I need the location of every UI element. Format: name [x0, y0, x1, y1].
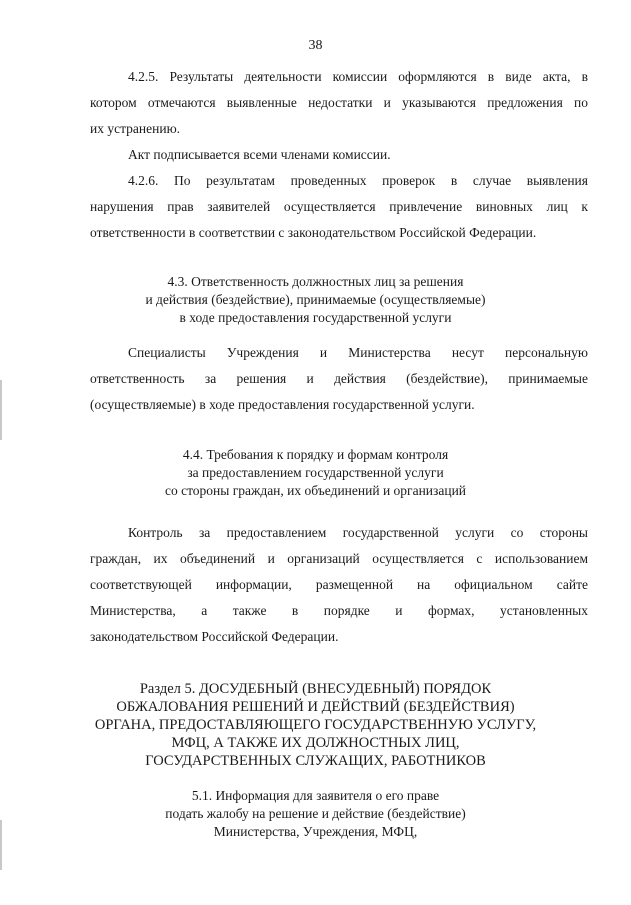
- text-line: соответствующей информации, размещенной на официальном сайте: [90, 577, 588, 592]
- text-line: Акт подписывается всеми членами комиссии.: [128, 147, 391, 162]
- heading-line: Министерства, Учреждения, МФЦ,: [213, 824, 418, 839]
- text-line: законодательством Российской Федерации.: [90, 629, 339, 644]
- section-heading-line: МФЦ, А ТАКЖЕ ИХ ДОЛЖНОСТНЫХ ЛИЦ,: [171, 735, 460, 751]
- paragraph-4-2-6: [90, 168, 588, 246]
- text-line: Специалисты Учреждения и Министерства несут персональную: [128, 345, 588, 360]
- section-heading-line: ОРГАНА, ПРЕДОСТАВЛЯЮЩЕГО ГОСУДАРСТВЕННУЮ УСЛУГУ,: [94, 717, 537, 733]
- page-number: 38: [308, 38, 323, 53]
- heading-line: подать жалобу на решение и действие (бездействие): [165, 806, 466, 821]
- heading-line: и действия (бездействие), принимаемые (осуществляемые): [145, 292, 486, 307]
- heading-line: за предоставлением государственной услуги: [187, 465, 444, 480]
- section-heading-line: Раздел 5. ДОСУДЕБНЫЙ (ВНЕСУДЕБНЫЙ) ПОРЯДОК: [139, 681, 492, 697]
- section-heading-line: ОБЖАЛОВАНИЯ РЕШЕНИЙ И ДЕЙСТВИЙ (БЕЗДЕЙСТВИЯ): [116, 699, 515, 715]
- text-line: Министерства, а также в порядке и формах, установленных: [90, 603, 588, 618]
- section-heading-line: ГОСУДАРСТВЕННЫХ СЛУЖАЩИХ, РАБОТНИКОВ: [145, 753, 486, 769]
- heading-line: в ходе предоставления государственной услуги: [179, 310, 452, 325]
- text-line: 4.2.5. Результаты деятельности комиссии оформляются в виде акта, в: [128, 69, 588, 84]
- text-line: нарушения прав заявителей осуществляется привлечение виновных лиц к: [90, 199, 588, 214]
- text-line: котором отмечаются выявленные недостатки и указываются предложения по: [90, 95, 588, 110]
- text-line: их устранению.: [90, 121, 181, 136]
- text-line: Контроль за предоставлением государственной услуги со стороны: [128, 525, 588, 540]
- heading-4-3: [0, 273, 631, 327]
- heading-line: 5.1. Информация для заявителя о его праве: [191, 788, 440, 803]
- paragraph-4-3: [90, 340, 588, 418]
- heading-4-4: [0, 446, 631, 500]
- text-line: (осуществляемые) в ходе предоставления государственной услуги.: [90, 397, 475, 412]
- text-line: граждан, их объединений и организаций осуществляется с использованием: [90, 551, 588, 566]
- section-5-heading: [0, 680, 631, 770]
- heading-line: 4.4. Требования к порядку и формам контроля: [182, 447, 449, 462]
- paragraph-4-4: [90, 520, 588, 650]
- scan-edge-mark: [0, 380, 2, 440]
- scan-edge-mark: [0, 820, 2, 870]
- text-line: ответственности в соответствии с законодательством Российской Федерации.: [90, 225, 537, 240]
- text-line: ответственность за решения и действия (бездействие), принимаемые: [90, 371, 588, 386]
- paragraph-act-signed: [90, 142, 588, 168]
- heading-line: со стороны граждан, их объединений и организаций: [164, 483, 467, 498]
- text-line: 4.2.6. По результатам проведенных проверок в случае выявления: [128, 173, 588, 188]
- heading-5-1: [0, 787, 631, 841]
- paragraph-4-2-5: [90, 64, 588, 142]
- heading-line: 4.3. Ответственность должностных лиц за решения: [167, 274, 464, 289]
